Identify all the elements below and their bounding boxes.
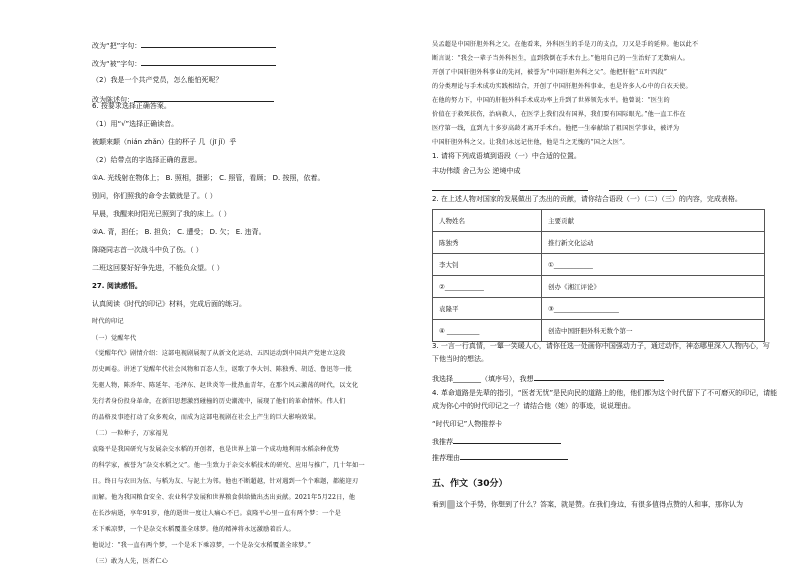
question-4-line-2: 成为你心中的时代印记之一？请结合他（她）的事迹，说说理由。 — [432, 402, 635, 410]
paragraph-line: 《觉醒年代》剧情介绍：这部电视剧展现了从新文化运动、五四运动到中国共产党建立这段 — [92, 350, 346, 357]
answer-blank[interactable] — [141, 40, 276, 48]
rewrite-bei-label: 改为“被”字句： — [92, 60, 142, 68]
part-2-title: （二）一粒种子，万家福见 — [92, 430, 169, 437]
q3-answer-label: 我选择________（填序号），我想 — [432, 375, 534, 383]
question-6-part-1: （1）用“√”选择正确读音。 — [92, 120, 179, 128]
question-3-line-2: 下他当时的想法。 — [432, 355, 488, 363]
recommend-reason-label: 推荐理由 — [432, 454, 460, 462]
table-cell: 陈独秀 — [433, 232, 542, 254]
q2-answer-label: 改为陈述句： — [92, 96, 134, 104]
table-cell: 李大钊 — [433, 254, 542, 276]
answer-blank[interactable] — [534, 373, 664, 381]
quote-line: 他说过：“我一直有两个梦，一个是禾下乘凉梦，一个是杂交水稻覆盖全球梦。” — [92, 542, 311, 549]
recommend-person-line — [432, 436, 561, 447]
answer-blank[interactable] — [134, 94, 274, 102]
rewrite-ba-label: 改为“把”字句： — [92, 42, 142, 50]
question-2: （2）我是一个共产党员，怎么能怕死呢？ — [92, 76, 223, 84]
question-3-answer — [432, 373, 664, 384]
essay-prompt-start: 看到 — [432, 500, 446, 509]
idiom-blanks — [432, 183, 677, 194]
answer-blank[interactable] — [520, 183, 588, 191]
table-row — [433, 210, 765, 232]
essay-prompt-rest: 这个手势，你想到了什么？答案，就是赞。在我们身边，有很多值得点赞的人和事，那你认为 — [456, 500, 743, 509]
table-cell[interactable]: ②____________ — [433, 276, 542, 298]
rewrite-ba-line — [92, 40, 276, 51]
paragraph-line: 吴孟超是中国肝胆外科之父。在他看来，外科医生的手是刀的支点，刀又是手的延伸。他以此不 — [432, 41, 699, 48]
answer-blank[interactable] — [460, 452, 568, 460]
answer-blank[interactable] — [453, 436, 561, 444]
sentence-3: 陈晓同志首一次战斗中负了伤。（ ） — [92, 246, 203, 254]
question-3-line-1: 3. 一言一行真情，一颦一笑暖人心，请你任选一处画你中国强动力子，通过动作，神态哪里深入人物内心，写 — [432, 342, 770, 350]
table-row — [433, 232, 765, 254]
table-cell: 袁隆平 — [433, 298, 542, 320]
question-1: 1. 请将下列成语填到语段（一）中合适的位置。 — [432, 152, 581, 160]
part-1-title: （一）觉醒年代 — [92, 335, 137, 342]
paragraph-line: 历史画卷。讲述了觉醒年代社会风物和百态人生，讴歌了李大钊、陈独秀、胡适、鲁迅等一批 — [92, 366, 352, 373]
paragraph-line: 在长沙病逝，享年91岁，他的逝世一度让人痛心不已。袁隆平心里一直有两个梦：一个是 — [92, 510, 341, 517]
table-row — [433, 320, 765, 342]
paragraph-line: 价值在于救死扶伤，治病救人，在医学上我们没有国界，我们要有国际眼光。”他一直工作在 — [432, 111, 686, 118]
essay-prompt — [432, 500, 743, 510]
question-6-part-2: （2）给带点的字选择正确的意思。 — [92, 156, 202, 164]
answer-blank[interactable] — [141, 58, 276, 66]
answer-blank[interactable] — [432, 183, 500, 191]
card-title: “时代印记”人物推荐卡 — [432, 420, 503, 428]
rewrite-bei-line — [92, 58, 276, 69]
paragraph-line: 中国肝胆外科之父。让我们永远记住他，他是当之无愧的“国之大医”。 — [432, 139, 629, 146]
paragraph-line: 开创了中国肝胆外科事业的先河，被誉为“中国肝胆外科之父”。他把肝脏“五叶四段” — [432, 69, 668, 76]
sentence-4: 二班这回要好好争先进，不能负众望。（ ） — [92, 264, 224, 272]
paragraph-line: 先行者身份投身革命，在新旧思想激烈碰撞的历史潮流中，展现了他们的革命情怀。伟人们 — [92, 398, 346, 405]
recommend-reason-line — [432, 452, 568, 463]
table-cell: 创造中国肝胆外科无数个第一 — [542, 320, 765, 342]
part-3-title: （三）敢为人先，医者仁心 — [92, 558, 169, 565]
table-cell: 推行新文化运动 — [542, 232, 765, 254]
contribution-table — [432, 209, 765, 342]
recommend-person-label: 我推荐 — [432, 438, 453, 446]
paragraph-line: 禾下乘凉梦，一个是杂交水稻覆盖全球梦。他的精神将永远激励着后人。 — [92, 526, 295, 533]
table-row — [433, 254, 765, 276]
paragraph-line: 而解。他为我国粮食安全、农业科学发展和世界粮食供给做出杰出贡献。2021年5月22日，他 — [92, 494, 356, 501]
question-27-title: 27. 阅读感悟。 — [92, 282, 142, 290]
sentence-1: 别问，你们照我的命令去做就是了。（ ） — [92, 192, 217, 200]
paragraph-line: 先驱人物，陈乔年、陈延年、毛泽东、赵世炎等一批热血青年，在那个风云激荡的时代，以文化 — [92, 382, 359, 389]
table-cell: 创办《湘江评论》 — [542, 276, 765, 298]
section-5-title: 五、作文（30分） — [432, 479, 508, 489]
question-6-title: 6. 按要求选择正确答案。 — [92, 102, 171, 110]
table-cell[interactable]: ④ __________ — [433, 320, 542, 342]
answer-blank[interactable] — [609, 183, 677, 191]
table-cell[interactable]: ①____________ — [542, 254, 765, 276]
paragraph-line: 在他的努力下，中国的肝脏外科手术成功率上升到了世界领先水平。他曾说：“医生的 — [432, 97, 670, 104]
paragraph-line: 的科学家，被誉为“杂交水稻之父”。他一生致力于杂交水稻技术的研究、应用与推广，几十年如一 — [92, 462, 365, 469]
paragraph-line: 断言说：“我会一辈子当外科医生，直到我倒在手术台上。”他用自己的一生治好了无数病人。 — [432, 55, 690, 62]
sentence-2: 早晨，我醒来时阳光已照到了我的床上。（ ） — [92, 210, 231, 218]
paragraph-line: 的分类理论与手术成功实践相结合，开创了中国肝胆外科事业，也是许多人心中的白衣天使。 — [432, 83, 692, 90]
question-27-intro: 认真阅读《时代的印记》材料，完成后面的练习。 — [92, 300, 246, 308]
question-2: 2. 在上述人物对国家的发展做出了杰出的贡献，请你结合语段（一）（二）（三）的内容，完成表格。 — [432, 195, 742, 203]
table-row — [433, 276, 765, 298]
table-cell: 主要贡献 — [542, 210, 765, 232]
thumbs-up-icon — [447, 500, 455, 509]
table-cell[interactable]: ③____________________ — [542, 298, 765, 320]
meaning-options-1: ①A. 光线射在物体上； B. 照相，摄影； C. 照管，看顾； D. 按照，依着。 — [92, 174, 325, 182]
pinyin-choice-items: 被颠來颠（nián zhǎn）住的杯子 几（jī jǐ）乎 — [92, 138, 237, 146]
idiom-word-bank: 丰功伟绩 舍己为公 逆境中成 — [432, 167, 521, 175]
paragraph-line: 的品格及事迹打动了众多观众，而成为这部电视剧在社会上产生的巨大影响效果。 — [92, 414, 321, 421]
table-row — [433, 298, 765, 320]
meaning-options-2: ②A. 背，担任； B. 担负； C. 遭受； D. 欠； E. 违背。 — [92, 228, 266, 236]
paragraph-line: 日。终日与农田为伍、与稻为友、与泥土为邻。他也不断超越，针对遇到一个个难题，都能迎刃 — [92, 478, 359, 485]
paragraph-line: 医疗第一线，直到九十多岁高龄才离开手术台。他把一生奉献给了祖国医学事业，被评为 — [432, 125, 680, 132]
question-4-line-1: 4. 革命道路是先辈的指引，“医者无忧”是民向民的道路上的他，他们都为这个时代留下了不可磨灭的印记，请能 — [432, 389, 778, 397]
article-title: 时代的印记 — [92, 318, 124, 325]
paragraph-line: 袁隆平是我国研究与发展杂交水稻的开创者，也是世界上第一个成功地利用水稻杂种优势 — [92, 446, 340, 453]
table-cell: 人物姓名 — [433, 210, 542, 232]
